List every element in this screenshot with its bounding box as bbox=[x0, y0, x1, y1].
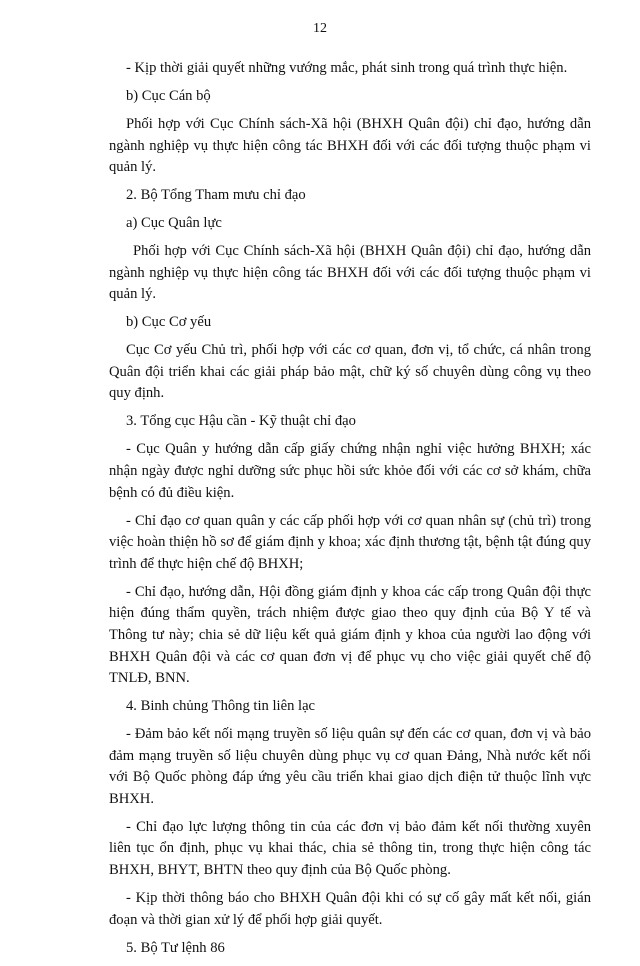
paragraph-medical-assessment: - Chỉ đạo, hướng dẫn, Hội đồng giám định y khoa các cấp trong Quân đội thực hiện đúng thẩm quyền, trách nhiệm được giao theo quy định của Bộ Y tế và Thông tư này; chia sẻ dữ liệu kết quả giám định y khoa của người lao động với BHXH Quân đội và các cơ quan đơn vị để phục vụ cho việc giải quyết chế độ TNLĐ, BNN. bbox=[109, 583, 591, 687]
heading-bo-tu-lenh-86: 5. Bộ Tư lệnh 86 bbox=[126, 939, 225, 956]
document-body bbox=[109, 58, 591, 966]
heading-cuc-can-bo: b) Cục Cán bộ bbox=[126, 87, 211, 104]
heading-tong-cuc-hau-can: 3. Tổng cục Hậu cần - Kỹ thuật chỉ đạo bbox=[126, 413, 356, 430]
heading-bo-tong-tham-muu: 2. Bộ Tổng Tham mưu chỉ đạo bbox=[126, 187, 306, 204]
paragraph-quan-luc-coordination: Phối hợp với Cục Chính sách-Xã hội (BHXH Quân đội) chỉ đạo, hướng dẫn ngành nghiệp vụ thực hiện công tác BHXH đối với các đối tượng thuộc phạm vi quản lý. bbox=[109, 243, 591, 303]
paragraph-network-connection: - Đảm bảo kết nối mạng truyền số liệu quân sự đến các cơ quan, đơn vị và bảo đảm mạng truyền số liệu chuyên dùng phục vụ cơ quan Đảng, Nhà nước kết nối với Bộ Quốc phòng đáp ứng yêu cầu triển khai giao dịch điện tử thuộc lĩnh vực BHXH. bbox=[109, 726, 591, 807]
paragraph-can-bo-coordination: Phối hợp với Cục Chính sách-Xã hội (BHXH Quân đội) chỉ đạo, hướng dẫn ngành nghiệp vụ thực hiện công tác BHXH đối với các đối tượng thuộc phạm vi quản lý. bbox=[109, 115, 591, 176]
heading-binh-chung-thong-tin: 4. Binh chủng Thông tin liên lạc bbox=[126, 698, 316, 715]
paragraph-incident-notification: - Kịp thời thông báo cho BHXH Quân đội khi có sự cố gây mất kết nối, gián đoạn và thời gian xử lý để phối hợp giải quyết. bbox=[109, 890, 591, 928]
paragraph-quan-y-certificate: - Cục Quân y hướng dẫn cấp giấy chứng nhận nghỉ việc hưởng BHXH; xác nhận ngày được nghỉ dưỡng sức phục hồi sức khỏe đối với các cơ sở khám, chữa bệnh có đủ điều kiện. bbox=[109, 441, 591, 501]
paragraph-co-yeu: Cục Cơ yếu Chủ trì, phối hợp với các cơ quan, đơn vị, tổ chức, cá nhân trong Quân đội triển khai các giải pháp bảo mật, chữ ký số chuyên dùng công vụ theo quy định. bbox=[109, 342, 591, 402]
paragraph-resolve-issues: - Kịp thời giải quyết những vướng mắc, phát sinh trong quá trình thực hiện. bbox=[126, 60, 568, 76]
heading-cuc-co-yeu: b) Cục Cơ yếu bbox=[126, 314, 212, 331]
paragraph-information-forces: - Chỉ đạo lực lượng thông tin của các đơn vị bảo đảm kết nối thường xuyên liên tục ổn định, phục vụ khai thác, chia sẻ thông tin, trong thực hiện công tác BHXH, BHYT, BHTN theo quy định của Bộ Quốc phòng. bbox=[109, 818, 591, 879]
paragraph-quan-y-coordination: - Chỉ đạo cơ quan quân y các cấp phối hợp với cơ quan nhân sự (chủ trì) trong việc hoàn thiện hồ sơ để giám định y khoa; xác định thương tật, bệnh tật đúng quy trình để thực hiện chế độ BHXH; bbox=[109, 512, 591, 572]
heading-cuc-quan-luc: a) Cục Quân lực bbox=[126, 215, 222, 232]
page-number: 12 bbox=[313, 21, 327, 36]
